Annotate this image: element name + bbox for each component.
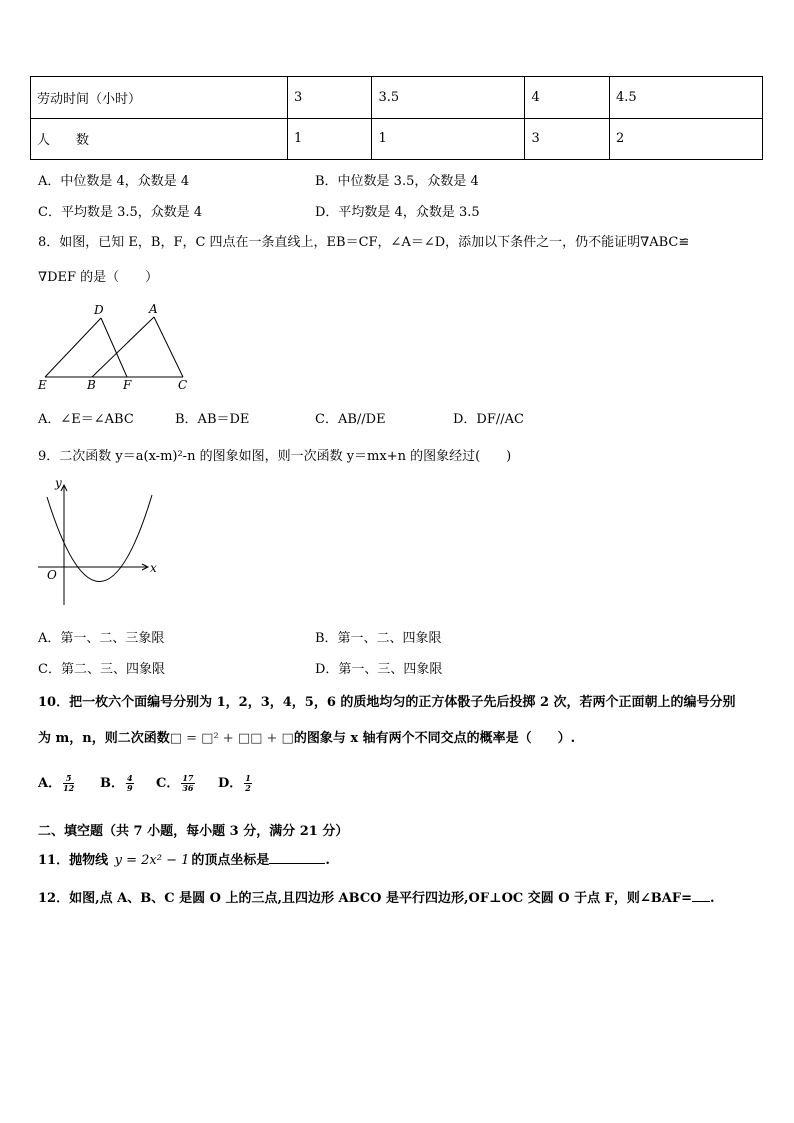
triangle-figure <box>30 300 200 395</box>
answer-blank[interactable] <box>692 901 710 902</box>
q9-option-c: C．第二、三、四象限 <box>38 662 165 677</box>
q7-option-c: C．平均数是 3.5，众数是 4 <box>38 205 203 220</box>
q9-stem: 9．二次函数 y＝a(x-m)²-n 的图象如图，则一次函数 y＝mx+n 的图象经过( ) <box>38 449 512 464</box>
segment-ED <box>45 318 101 377</box>
fraction-numerator: 1 <box>245 773 251 783</box>
label-F: F <box>123 378 132 392</box>
q10-option-a <box>38 772 74 793</box>
q10-stem-part-b: 的图象与 x 轴有两个不同交点的概率是（ ）. <box>293 731 576 746</box>
table-cell: 4 <box>525 77 609 119</box>
q7-option-a: A．中位数是 4，众数是 4 <box>38 174 190 189</box>
fraction-numerator: 5 <box>63 774 74 784</box>
fraction-denominator: 2 <box>245 783 251 793</box>
y-axis-label: y <box>55 476 62 490</box>
q8-option-a: A．∠E＝∠ABC <box>38 412 134 427</box>
label-B: B <box>87 378 96 392</box>
label-D: D <box>94 303 104 317</box>
table-cell: 劳动时间（小时） <box>31 77 288 119</box>
fraction <box>126 774 134 793</box>
q10-option-b <box>100 772 134 793</box>
table-cell: 3 <box>525 118 609 160</box>
parabola-graph <box>30 475 170 615</box>
q11-formula: y = 2x² − 1 <box>114 853 190 868</box>
q9-option-d: D．第一、三、四象限 <box>315 662 443 677</box>
fraction-denominator: 36 <box>182 783 194 793</box>
q8-option-d: D．DF//AC <box>453 412 524 427</box>
q11-end: . <box>325 853 330 868</box>
q8-option-c: C．AB//DE <box>315 412 386 427</box>
table-cell: 4.5 <box>609 77 762 119</box>
fraction <box>244 774 252 793</box>
fraction-numerator: 17 <box>182 773 194 783</box>
q7-option-d: D．平均数是 4，众数是 3.5 <box>315 205 480 220</box>
fraction-numerator: 4 <box>127 773 133 783</box>
q9-option-b: B．第一、二、四象限 <box>315 631 442 646</box>
q10-stem-line2 <box>38 727 575 746</box>
q10-stem-part-a: 为 m，n，则二次函数 <box>38 731 170 746</box>
q10-stem-line1: 10．把一枚六个面编号分别为 1，2，3，4，5，6 的质地均匀的正方体骰子先后投掷 2 次，若两个正面朝上的编号分别 <box>38 695 736 710</box>
fraction <box>63 774 74 793</box>
q10-option-d <box>218 772 252 793</box>
origin-label: O <box>47 568 57 582</box>
table-cell: 1 <box>372 118 525 160</box>
label-E: E <box>38 378 47 392</box>
q12 <box>38 887 715 906</box>
q9-option-a: A．第一、二、三象限 <box>38 631 165 646</box>
label-C: C <box>178 378 188 392</box>
q7-option-b: B．中位数是 3.5，众数是 4 <box>315 174 479 189</box>
table-row <box>31 77 763 119</box>
table-cell: 2 <box>609 118 762 160</box>
fraction-denominator: 9 <box>127 783 133 793</box>
q8-option-b: B．AB＝DE <box>175 412 250 427</box>
table-cell: 3 <box>288 77 372 119</box>
q11 <box>38 849 330 868</box>
parabola-curve <box>47 495 152 582</box>
table-cell: 人 数 <box>31 118 288 160</box>
q10-formula: □ = □² + □□ + □ <box>169 731 294 746</box>
fraction <box>181 774 194 793</box>
q11-prefix: 11．抛物线 <box>38 853 109 868</box>
table-row <box>31 118 763 160</box>
q10-option-c <box>156 772 195 793</box>
labor-time-table <box>30 76 763 160</box>
table-cell: 3.5 <box>372 77 525 119</box>
table-cell: 1 <box>288 118 372 160</box>
option-label: D． <box>218 776 243 791</box>
section-heading: 二、填空题（共 7 小题，每小题 3 分，满分 21 分） <box>38 824 349 839</box>
q11-suffix: 的顶点坐标是 <box>191 853 270 868</box>
label-A: A <box>149 302 158 316</box>
option-label: A． <box>38 776 62 791</box>
fraction-denominator: 12 <box>63 783 75 793</box>
x-axis-label: x <box>150 561 157 575</box>
segment-AC <box>154 317 183 377</box>
option-label: B． <box>100 776 124 791</box>
q8-stem-line2: ∇DEF 的是（ ） <box>38 270 159 285</box>
q12-end: . <box>710 891 715 906</box>
q12-text: 12．如图,点 A、B、C 是圆 O 上的三点,且四边形 ABCO 是平行四边形,OF⊥OC 交圆 O 于点 F，则∠BAF= <box>38 891 693 906</box>
q8-stem-line1: 8．如图，已知 E，B，F，C 四点在一条直线上，EB＝CF，∠A＝∠D，添加以下条件之一，仍不能证明∇ABC≌ <box>38 235 690 250</box>
answer-blank[interactable] <box>269 863 325 864</box>
option-label: C． <box>156 776 180 791</box>
